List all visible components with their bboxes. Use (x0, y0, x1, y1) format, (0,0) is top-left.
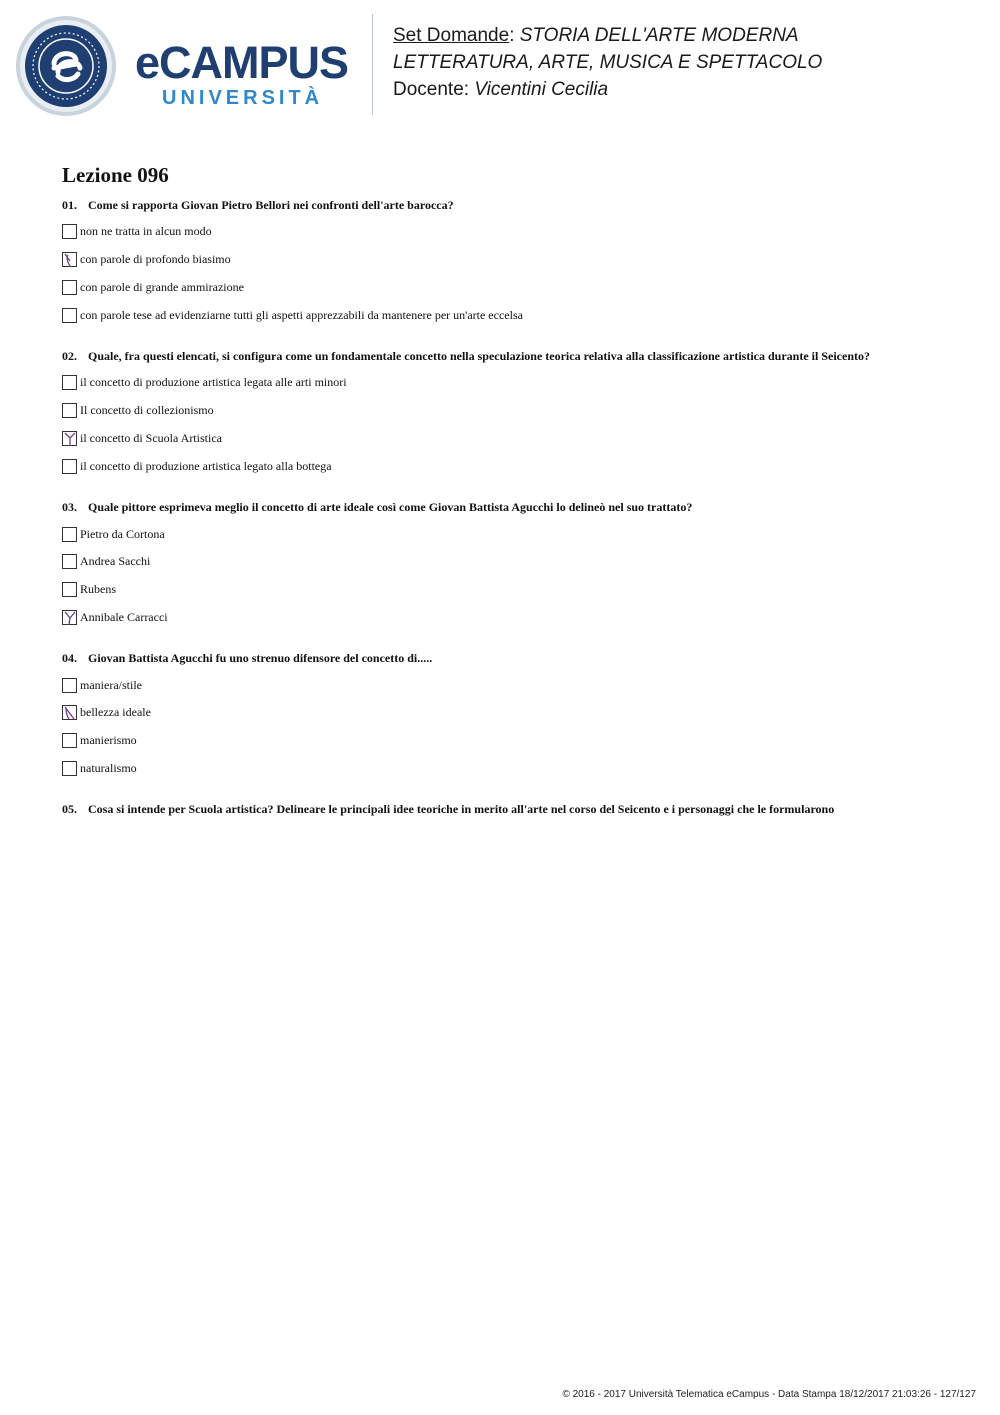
header-divider (372, 14, 373, 115)
q4-option-4[interactable] (62, 761, 137, 776)
checkbox[interactable] (62, 610, 77, 625)
handwritten-check-mark-icon (63, 610, 77, 626)
checkbox[interactable] (62, 527, 77, 542)
checkbox[interactable] (62, 554, 77, 569)
page-header (0, 0, 1000, 130)
checkbox[interactable] (62, 280, 77, 295)
question-text: Quale pittore esprimeva meglio il concetto di arte ideale così come Giovan Battista Agucchi lo delineò nel suo trattato? (88, 500, 693, 514)
set-label: Set Domande (393, 25, 510, 46)
checkbox[interactable] (62, 431, 77, 446)
question-number: 01. (62, 198, 77, 212)
docente-label: Docente: (393, 79, 470, 100)
lesson-title: Lezione 096 (62, 163, 169, 187)
brand-subtitle: UNIVERSITÀ (162, 87, 324, 109)
q2-option-1[interactable] (62, 375, 347, 390)
option-label: con parole di profondo biasimo (80, 252, 231, 266)
page-footer: © 2016 - 2017 Università Telematica eCampus - Data Stampa 18/12/2017 21:03:26 - 127/127 (562, 1389, 976, 1400)
question-number: 02. (62, 349, 77, 363)
question-number: 04. (62, 651, 77, 665)
course-line-1: STORIA DELL'ARTE MODERNA (519, 25, 799, 46)
q1-option-3[interactable] (62, 280, 244, 295)
q2-option-2[interactable] (62, 403, 214, 418)
q1-option-4[interactable] (62, 308, 523, 323)
q1-option-1[interactable] (62, 224, 212, 239)
q4-option-1[interactable] (62, 678, 142, 693)
q3-option-4[interactable] (62, 610, 168, 625)
checkbox[interactable] (62, 224, 77, 239)
option-label: Pietro da Cortona (80, 527, 165, 541)
option-label: il concetto di produzione artistica legato alla bottega (80, 459, 332, 473)
question-text: Quale, fra questi elencati, si configura come un fondamentale concetto nella speculazione teorica relativa alla classificazione artistica durante il Seicento? (88, 349, 870, 363)
option-label: il concetto di produzione artistica legata alle arti minori (80, 375, 347, 389)
checkbox[interactable] (62, 308, 77, 323)
ecampus-seal-icon (14, 14, 118, 118)
question-text: Giovan Battista Agucchi fu uno strenuo difensore del concetto di..... (88, 651, 433, 665)
question-05 (62, 802, 834, 817)
option-label: manierismo (80, 733, 137, 747)
question-number: 05. (62, 802, 77, 816)
handwritten-check-mark-icon (63, 252, 77, 268)
question-number: 03. (62, 500, 77, 514)
option-label: con parole tese ad evidenziarne tutti gli aspetti apprezzabili da mantenere per un'arte eccelsa (80, 308, 523, 322)
question-01 (62, 198, 454, 213)
docente-name: Vicentini Cecilia (474, 79, 609, 100)
checkbox[interactable] (62, 582, 77, 597)
checkbox[interactable] (62, 252, 77, 267)
option-label: Rubens (80, 582, 116, 596)
option-label: maniera/stile (80, 678, 142, 692)
checkbox[interactable] (62, 403, 77, 418)
brand-wordmark: eCAMPUS (135, 37, 349, 88)
checkbox[interactable] (62, 375, 77, 390)
q2-option-4[interactable] (62, 459, 332, 474)
option-label: con parole di grande ammirazione (80, 280, 244, 294)
checkbox[interactable] (62, 678, 77, 693)
option-label: bellezza ideale (80, 705, 151, 719)
q3-option-2[interactable] (62, 554, 150, 569)
checkbox[interactable] (62, 761, 77, 776)
q2-option-3[interactable] (62, 431, 222, 446)
question-text: Come si rapporta Giovan Pietro Bellori nei confronti dell'arte barocca? (88, 198, 454, 212)
question-text: Cosa si intende per Scuola artistica? Delineare le principali idee teoriche in merito all'arte nel corso del Seicento e i personaggi che le formularono (88, 802, 835, 816)
question-03 (62, 500, 692, 515)
q4-option-2[interactable] (62, 705, 151, 720)
handwritten-check-mark-icon (63, 705, 77, 721)
q3-option-3[interactable] (62, 582, 116, 597)
question-04 (62, 651, 432, 666)
checkbox[interactable] (62, 459, 77, 474)
q4-option-3[interactable] (62, 733, 137, 748)
question-02 (62, 349, 870, 364)
handwritten-check-mark-icon (63, 431, 77, 447)
q3-option-1[interactable] (62, 527, 165, 542)
option-label: il concetto di Scuola Artistica (80, 431, 222, 445)
option-label: Il concetto di collezionismo (80, 403, 214, 417)
q1-option-2[interactable] (62, 252, 231, 267)
course-line-2: LETTERATURA, ARTE, MUSICA E SPETTACOLO (393, 52, 823, 73)
checkbox[interactable] (62, 733, 77, 748)
option-label: Annibale Carracci (80, 610, 168, 624)
option-label: Andrea Sacchi (80, 554, 151, 568)
checkbox[interactable] (62, 705, 77, 720)
set-info: Set Domande: STORIA DELL'ARTE MODERNA LETTERATURA, ARTE, MUSICA E SPETTACOLO Docente: Vicentini Cecilia (393, 25, 823, 100)
option-label: non ne tratta in alcun modo (80, 224, 212, 238)
option-label: naturalismo (80, 761, 137, 775)
